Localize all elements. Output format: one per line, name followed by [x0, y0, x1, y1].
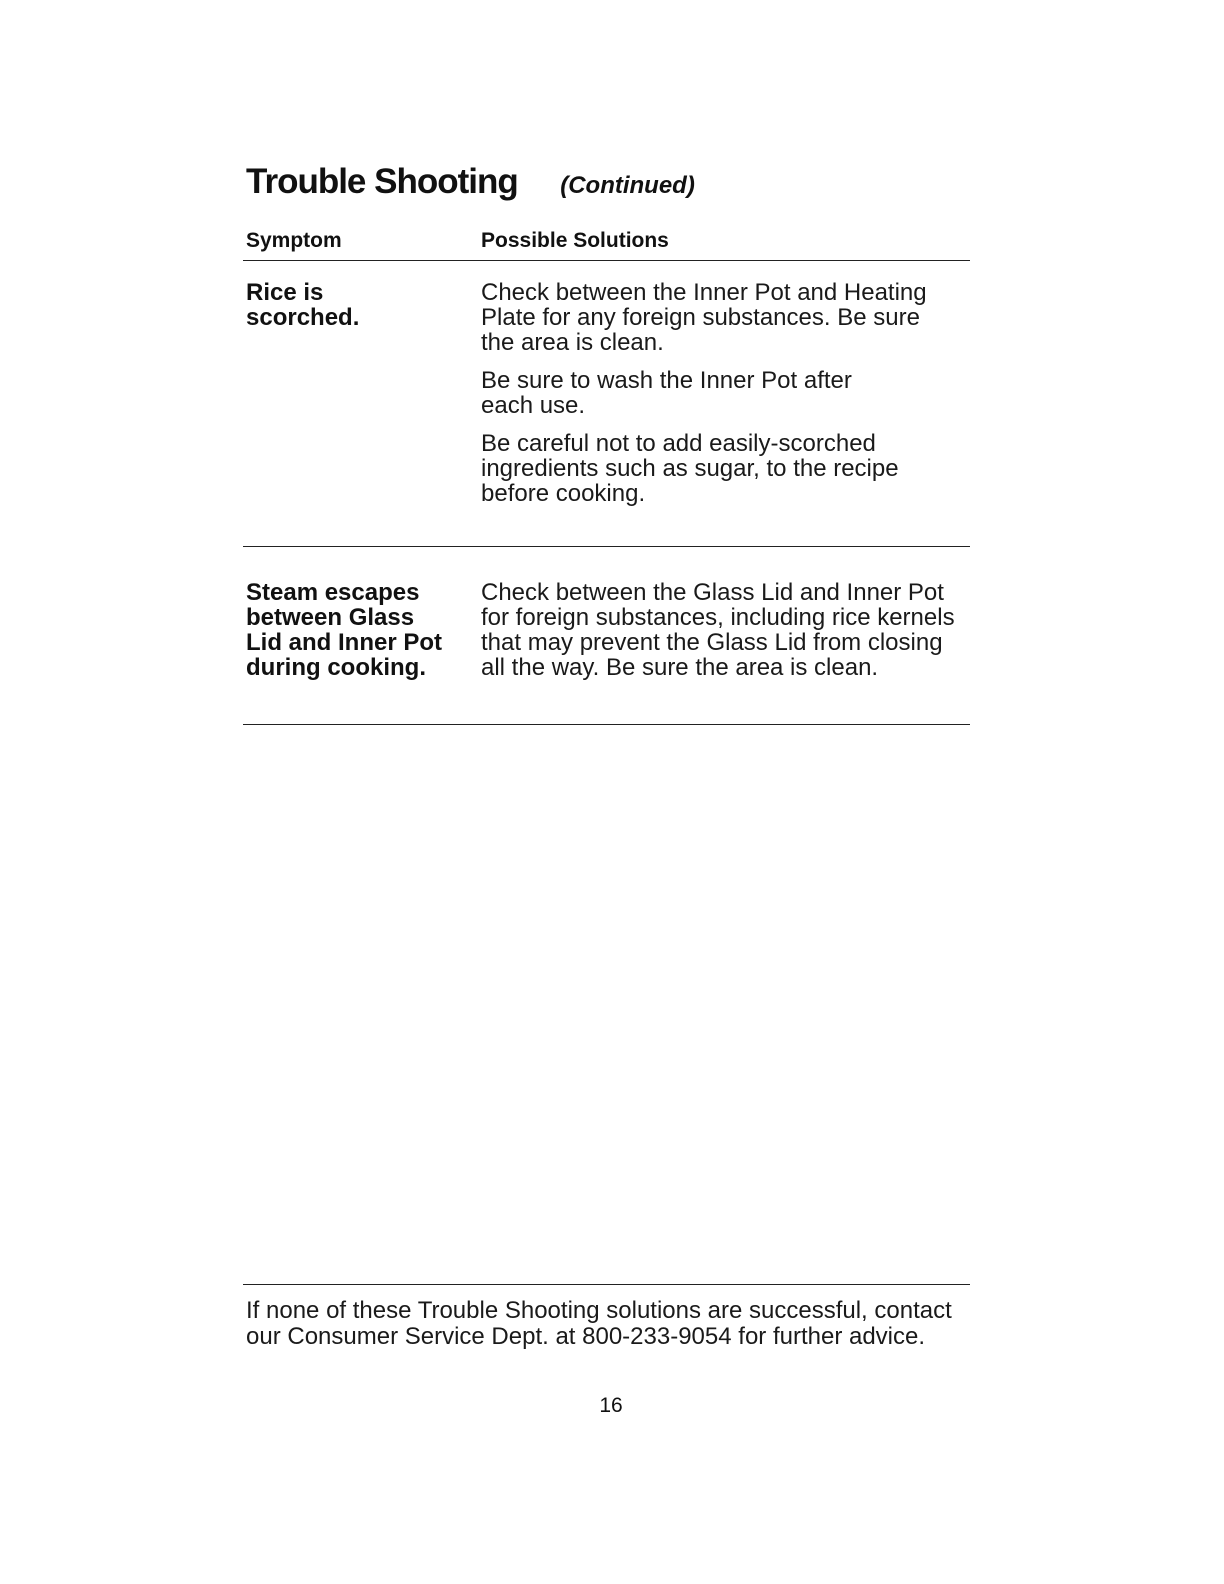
solutions-rice-scorched	[481, 280, 971, 519]
symptom-line: between Glass	[246, 604, 415, 631]
page-subtitle: (Continued)	[560, 172, 695, 199]
solutions-column-header: Possible Solutions	[481, 229, 669, 252]
solution-line: before cooking.	[481, 480, 646, 507]
solution-line: for foreign substances, including rice kernels	[481, 604, 955, 631]
header-divider	[243, 260, 970, 261]
footer-line: If none of these Trouble Shooting solutions are successful, contact	[246, 1297, 952, 1324]
page-title: Trouble Shooting	[246, 162, 518, 201]
solution-line: that may prevent the Glass Lid from closing	[481, 629, 943, 656]
solution-line: all the way. Be sure the area is clean.	[481, 654, 879, 681]
solution-line: ingredients such as sugar, to the recipe	[481, 455, 899, 482]
page-number-text: 16	[599, 1394, 623, 1417]
symptom-line: Steam escapes	[246, 579, 420, 606]
solution-line: the area is clean.	[481, 329, 664, 356]
title-row	[246, 162, 695, 202]
row-divider	[243, 724, 970, 725]
symptom-line: during cooking.	[246, 654, 426, 681]
symptom-line: scorched.	[246, 304, 360, 331]
footer-contact-note	[246, 1298, 976, 1350]
footer-line: our Consumer Service Dept. at 800-233-9054 for further advice.	[246, 1323, 926, 1350]
solution-line: each use.	[481, 392, 586, 419]
solution-paragraph	[481, 368, 971, 418]
row-divider	[243, 546, 970, 547]
symptom-column-header: Symptom	[246, 229, 342, 252]
symptom-line: Lid and Inner Pot	[246, 629, 442, 656]
solution-line: Be careful not to add easily-scorched	[481, 430, 876, 457]
solution-line: Be sure to wash the Inner Pot after	[481, 367, 852, 394]
solution-paragraph	[481, 580, 971, 680]
solution-paragraph	[481, 431, 971, 506]
footer-divider	[243, 1284, 970, 1285]
symptom-rice-scorched	[246, 280, 471, 330]
solutions-steam-escapes	[481, 580, 971, 693]
solution-paragraph	[481, 280, 971, 355]
solution-line: Check between the Glass Lid and Inner Pot	[481, 579, 944, 606]
solution-line: Check between the Inner Pot and Heating	[481, 279, 927, 306]
symptom-steam-escapes	[246, 580, 471, 680]
symptom-line: Rice is	[246, 279, 324, 306]
solution-line: Plate for any foreign substances. Be sure	[481, 304, 920, 331]
page-number	[0, 1394, 1224, 1418]
